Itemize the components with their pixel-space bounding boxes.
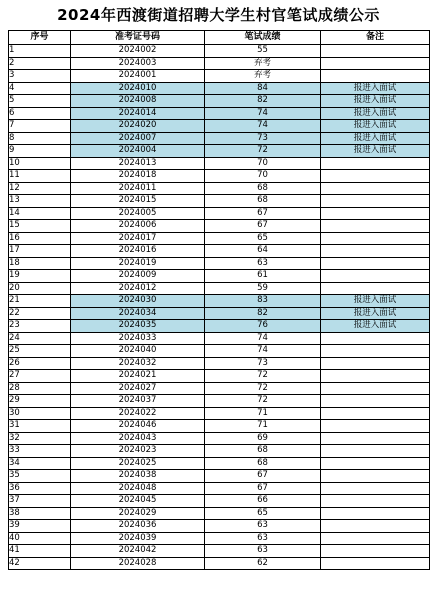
cell-number: 3 bbox=[9, 70, 71, 83]
cell-score: 弃考 bbox=[205, 57, 321, 70]
cell-exam-id: 2024048 bbox=[71, 482, 205, 495]
cell-score: 70 bbox=[205, 157, 321, 170]
cell-number: 24 bbox=[9, 332, 71, 345]
cell-note bbox=[321, 220, 430, 233]
cell-number: 17 bbox=[9, 245, 71, 258]
table-row bbox=[9, 420, 430, 433]
cell-score: 72 bbox=[205, 145, 321, 158]
cell-number: 18 bbox=[9, 257, 71, 270]
table-row bbox=[9, 107, 430, 120]
cell-number: 30 bbox=[9, 407, 71, 420]
table-row bbox=[9, 270, 430, 283]
cell-number: 28 bbox=[9, 382, 71, 395]
cell-exam-id: 2024032 bbox=[71, 357, 205, 370]
cell-number: 8 bbox=[9, 132, 71, 145]
cell-number: 12 bbox=[9, 182, 71, 195]
cell-number: 29 bbox=[9, 395, 71, 408]
cell-exam-id: 2024046 bbox=[71, 420, 205, 433]
cell-note bbox=[321, 420, 430, 433]
cell-score: 弃考 bbox=[205, 70, 321, 83]
cell-note bbox=[321, 270, 430, 283]
table-row bbox=[9, 145, 430, 158]
cell-number: 14 bbox=[9, 207, 71, 220]
page-title: 2024年西渡街道招聘大学生村官笔试成绩公示 bbox=[57, 6, 380, 24]
cell-score: 61 bbox=[205, 270, 321, 283]
cell-number: 4 bbox=[9, 82, 71, 95]
table-body bbox=[9, 45, 430, 570]
table-row bbox=[9, 57, 430, 70]
cell-number: 41 bbox=[9, 545, 71, 558]
table-row bbox=[9, 232, 430, 245]
cell-score: 64 bbox=[205, 245, 321, 258]
table-row bbox=[9, 395, 430, 408]
cell-exam-id: 2024020 bbox=[71, 120, 205, 133]
cell-note bbox=[321, 357, 430, 370]
cell-exam-id: 2024010 bbox=[71, 82, 205, 95]
table-row bbox=[9, 45, 430, 58]
table-row bbox=[9, 482, 430, 495]
cell-score: 68 bbox=[205, 182, 321, 195]
cell-exam-id: 2024007 bbox=[71, 132, 205, 145]
cell-exam-id: 2024004 bbox=[71, 145, 205, 158]
cell-number: 26 bbox=[9, 357, 71, 370]
cell-exam-id: 2024030 bbox=[71, 295, 205, 308]
table-row bbox=[9, 207, 430, 220]
table-row bbox=[9, 432, 430, 445]
cell-exam-id: 2024022 bbox=[71, 407, 205, 420]
cell-number: 42 bbox=[9, 557, 71, 570]
cell-score: 72 bbox=[205, 370, 321, 383]
cell-score: 73 bbox=[205, 357, 321, 370]
cell-exam-id: 2024021 bbox=[71, 370, 205, 383]
cell-number: 15 bbox=[9, 220, 71, 233]
cell-score: 62 bbox=[205, 557, 321, 570]
cell-number: 2 bbox=[9, 57, 71, 70]
cell-note bbox=[321, 157, 430, 170]
cell-note bbox=[321, 257, 430, 270]
table-row bbox=[9, 195, 430, 208]
cell-number: 31 bbox=[9, 420, 71, 433]
column-header-exam-id: 准考证号码 bbox=[71, 31, 205, 45]
cell-note bbox=[321, 207, 430, 220]
cell-note bbox=[321, 545, 430, 558]
cell-exam-id: 2024035 bbox=[71, 320, 205, 333]
cell-exam-id: 2024027 bbox=[71, 382, 205, 395]
cell-score: 67 bbox=[205, 470, 321, 483]
cell-score: 83 bbox=[205, 295, 321, 308]
cell-note bbox=[321, 470, 430, 483]
cell-number: 22 bbox=[9, 307, 71, 320]
table-row bbox=[9, 357, 430, 370]
cell-score: 68 bbox=[205, 445, 321, 458]
cell-exam-id: 2024001 bbox=[71, 70, 205, 83]
cell-note bbox=[321, 232, 430, 245]
cell-exam-id: 2024012 bbox=[71, 282, 205, 295]
table-row bbox=[9, 545, 430, 558]
cell-number: 20 bbox=[9, 282, 71, 295]
table-row bbox=[9, 70, 430, 83]
cell-score: 68 bbox=[205, 457, 321, 470]
cell-note: 报进入面试 bbox=[321, 82, 430, 95]
column-header-score: 笔试成绩 bbox=[205, 31, 321, 45]
cell-number: 40 bbox=[9, 532, 71, 545]
cell-note bbox=[321, 457, 430, 470]
cell-score: 63 bbox=[205, 257, 321, 270]
cell-note bbox=[321, 57, 430, 70]
cell-score: 74 bbox=[205, 345, 321, 358]
cell-score: 67 bbox=[205, 220, 321, 233]
table-row bbox=[9, 445, 430, 458]
cell-score: 63 bbox=[205, 532, 321, 545]
table-row bbox=[9, 120, 430, 133]
cell-exam-id: 2024013 bbox=[71, 157, 205, 170]
cell-exam-id: 2024015 bbox=[71, 195, 205, 208]
cell-number: 37 bbox=[9, 495, 71, 508]
cell-number: 13 bbox=[9, 195, 71, 208]
cell-note bbox=[321, 520, 430, 533]
cell-number: 39 bbox=[9, 520, 71, 533]
table-row bbox=[9, 407, 430, 420]
cell-score: 59 bbox=[205, 282, 321, 295]
cell-number: 36 bbox=[9, 482, 71, 495]
cell-exam-id: 2024016 bbox=[71, 245, 205, 258]
cell-number: 27 bbox=[9, 370, 71, 383]
cell-note bbox=[321, 495, 430, 508]
cell-note: 报进入面试 bbox=[321, 132, 430, 145]
cell-exam-id: 2024011 bbox=[71, 182, 205, 195]
cell-note: 报进入面试 bbox=[321, 295, 430, 308]
cell-score: 70 bbox=[205, 170, 321, 183]
cell-exam-id: 2024002 bbox=[71, 45, 205, 58]
table-row bbox=[9, 345, 430, 358]
cell-note bbox=[321, 182, 430, 195]
cell-note bbox=[321, 370, 430, 383]
cell-score: 73 bbox=[205, 132, 321, 145]
cell-number: 32 bbox=[9, 432, 71, 445]
cell-exam-id: 2024028 bbox=[71, 557, 205, 570]
column-header-number: 序号 bbox=[9, 31, 71, 45]
cell-note bbox=[321, 195, 430, 208]
cell-number: 7 bbox=[9, 120, 71, 133]
cell-exam-id: 2024018 bbox=[71, 170, 205, 183]
cell-note bbox=[321, 282, 430, 295]
cell-score: 74 bbox=[205, 107, 321, 120]
cell-note bbox=[321, 170, 430, 183]
table-row bbox=[9, 470, 430, 483]
cell-exam-id: 2024037 bbox=[71, 395, 205, 408]
table-row bbox=[9, 182, 430, 195]
table-row bbox=[9, 157, 430, 170]
cell-number: 38 bbox=[9, 507, 71, 520]
table-row bbox=[9, 295, 430, 308]
cell-number: 19 bbox=[9, 270, 71, 283]
cell-exam-id: 2024005 bbox=[71, 207, 205, 220]
cell-number: 6 bbox=[9, 107, 71, 120]
cell-score: 55 bbox=[205, 45, 321, 58]
cell-score: 67 bbox=[205, 482, 321, 495]
table-row bbox=[9, 382, 430, 395]
cell-exam-id: 2024019 bbox=[71, 257, 205, 270]
cell-score: 84 bbox=[205, 82, 321, 95]
cell-exam-id: 2024042 bbox=[71, 545, 205, 558]
cell-score: 66 bbox=[205, 495, 321, 508]
cell-exam-id: 2024006 bbox=[71, 220, 205, 233]
cell-score: 74 bbox=[205, 120, 321, 133]
cell-number: 9 bbox=[9, 145, 71, 158]
cell-note bbox=[321, 382, 430, 395]
cell-note: 报进入面试 bbox=[321, 95, 430, 108]
cell-score: 71 bbox=[205, 407, 321, 420]
table-row bbox=[9, 457, 430, 470]
cell-note: 报进入面试 bbox=[321, 145, 430, 158]
table-row bbox=[9, 257, 430, 270]
cell-number: 21 bbox=[9, 295, 71, 308]
column-header-note: 备注 bbox=[321, 31, 430, 45]
scores-table bbox=[8, 30, 430, 570]
cell-score: 76 bbox=[205, 320, 321, 333]
cell-exam-id: 2024014 bbox=[71, 107, 205, 120]
cell-score: 69 bbox=[205, 432, 321, 445]
table-row bbox=[9, 132, 430, 145]
cell-score: 63 bbox=[205, 545, 321, 558]
table-row bbox=[9, 220, 430, 233]
cell-exam-id: 2024008 bbox=[71, 95, 205, 108]
table-row bbox=[9, 282, 430, 295]
cell-note bbox=[321, 507, 430, 520]
cell-exam-id: 2024040 bbox=[71, 345, 205, 358]
cell-note: 报进入面试 bbox=[321, 107, 430, 120]
cell-number: 23 bbox=[9, 320, 71, 333]
cell-note: 报进入面试 bbox=[321, 320, 430, 333]
table-row bbox=[9, 245, 430, 258]
cell-exam-id: 2024043 bbox=[71, 432, 205, 445]
cell-note bbox=[321, 345, 430, 358]
cell-note bbox=[321, 557, 430, 570]
cell-score: 82 bbox=[205, 307, 321, 320]
table-row bbox=[9, 495, 430, 508]
cell-exam-id: 2024017 bbox=[71, 232, 205, 245]
cell-number: 16 bbox=[9, 232, 71, 245]
cell-note bbox=[321, 445, 430, 458]
cell-exam-id: 2024023 bbox=[71, 445, 205, 458]
cell-exam-id: 2024003 bbox=[71, 57, 205, 70]
cell-note bbox=[321, 70, 430, 83]
table-row bbox=[9, 370, 430, 383]
cell-note bbox=[321, 532, 430, 545]
table-row bbox=[9, 307, 430, 320]
cell-note bbox=[321, 245, 430, 258]
cell-exam-id: 2024038 bbox=[71, 470, 205, 483]
cell-exam-id: 2024025 bbox=[71, 457, 205, 470]
cell-exam-id: 2024009 bbox=[71, 270, 205, 283]
cell-note bbox=[321, 482, 430, 495]
table-row bbox=[9, 170, 430, 183]
table-row bbox=[9, 557, 430, 570]
cell-score: 63 bbox=[205, 520, 321, 533]
table-row bbox=[9, 320, 430, 333]
cell-exam-id: 2024034 bbox=[71, 307, 205, 320]
cell-score: 68 bbox=[205, 195, 321, 208]
cell-number: 11 bbox=[9, 170, 71, 183]
cell-note: 报进入面试 bbox=[321, 307, 430, 320]
cell-score: 82 bbox=[205, 95, 321, 108]
table-row bbox=[9, 520, 430, 533]
cell-exam-id: 2024033 bbox=[71, 332, 205, 345]
cell-number: 35 bbox=[9, 470, 71, 483]
cell-note bbox=[321, 407, 430, 420]
cell-number: 1 bbox=[9, 45, 71, 58]
cell-score: 71 bbox=[205, 420, 321, 433]
cell-score: 72 bbox=[205, 382, 321, 395]
cell-note bbox=[321, 395, 430, 408]
cell-exam-id: 2024036 bbox=[71, 520, 205, 533]
cell-score: 74 bbox=[205, 332, 321, 345]
cell-number: 10 bbox=[9, 157, 71, 170]
cell-number: 25 bbox=[9, 345, 71, 358]
table-row bbox=[9, 95, 430, 108]
table-row bbox=[9, 507, 430, 520]
cell-score: 67 bbox=[205, 207, 321, 220]
table-row bbox=[9, 532, 430, 545]
cell-score: 65 bbox=[205, 232, 321, 245]
cell-note bbox=[321, 332, 430, 345]
cell-note: 报进入面试 bbox=[321, 120, 430, 133]
table-header-row bbox=[9, 31, 430, 45]
cell-score: 65 bbox=[205, 507, 321, 520]
cell-score: 72 bbox=[205, 395, 321, 408]
cell-number: 5 bbox=[9, 95, 71, 108]
cell-number: 33 bbox=[9, 445, 71, 458]
cell-exam-id: 2024029 bbox=[71, 507, 205, 520]
table-row bbox=[9, 82, 430, 95]
table-row bbox=[9, 332, 430, 345]
cell-note bbox=[321, 432, 430, 445]
cell-exam-id: 2024039 bbox=[71, 532, 205, 545]
cell-note bbox=[321, 45, 430, 58]
cell-exam-id: 2024045 bbox=[71, 495, 205, 508]
cell-number: 34 bbox=[9, 457, 71, 470]
